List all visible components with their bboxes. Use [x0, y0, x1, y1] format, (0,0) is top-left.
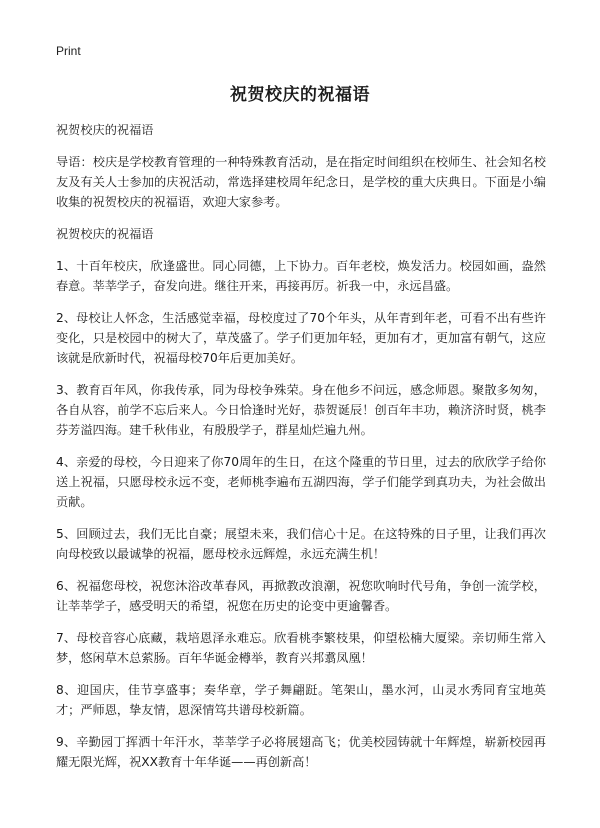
blessing-item-1: 1、十百年校庆，欣逢盛世。同心同德，上下协力。百年老校，焕发活力。校园如画，盎然春意。莘莘学子，奋发向进。继往开来，再接再厉。祈我一中，永远昌盛。 — [56, 259, 546, 293]
blessing-item-8: 8、迎国庆，佳节享盛事；奏华章，学子舞翩跹。笔架山，墨水河，山灵水秀同育宝地英才；严师恩，挚友情，恩深情笃共谱母校新篇。 — [56, 683, 546, 717]
blessing-item-9: 9、辛勤园丁挥洒十年汗水，莘莘学子必将展翅高飞；优美校园铸就十年辉煌，崭新校园再耀无限光辉，祝XX教育十年华诞——再创新高！ — [56, 735, 546, 769]
blessing-item-4: 4、亲爱的母校，今日迎来了你70周年的生日，在这个隆重的节日里，过去的欣欣学子给你送上祝福，只愿母校永远不变，老师桃李遍布五湖四海，学子们能学到真功夫，为社会做出贡献。 — [56, 455, 546, 509]
blessing-item-5: 5、回顾过去，我们无比自豪；展望未来，我们信心十足。在这特殊的日子里，让我们再次向母校致以最诚挚的祝福，愿母校永远辉煌，永远充满生机！ — [56, 527, 546, 561]
blessing-item-2: 2、母校让人怀念，生活感觉幸福，母校度过了70个年头，从年青到年老，可看不出有些许变化，只是校园中的树大了，草茂盛了。学子们更加年轻，更加有才，更加富有朝气，这应该就是欣新时代，祝福母校70年后更加美好。 — [56, 311, 546, 365]
print-link[interactable]: Print — [56, 44, 81, 58]
document-body — [56, 120, 546, 784]
blessing-item-7: 7、母校音容心底藏，栽培恩泽永难忘。欣看桃李繁枝果，仰望松楠大厦梁。亲切师生常入梦，悠闲草木总萦肠。百年华诞金樽举，教育兴邦翥凤凰！ — [56, 631, 546, 665]
blessing-item-3: 3、教育百年风，你我传承，同为母校争殊荣。身在他乡不问远，感念师恩。聚散多匆匆，各自从容，前学不忘后来人。今日恰逢时光好，恭贺诞辰！创百年丰功，赖济济时贤，桃李芬芳溢四海。建千秋伟业，有殷殷学子，群星灿烂遍九州。 — [56, 383, 546, 437]
intro-paragraph: 导语：校庆是学校教育管理的一种特殊教育活动，是在指定时间组织在校师生、社会知名校友及有关人士参加的庆祝活动，常选择建校周年纪念日，是学校的重大庆典日。下面是小编收集的祝贺校庆的祝福语，欢迎大家参考。 — [56, 155, 546, 209]
document-title: 祝贺校庆的祝福语 — [230, 85, 370, 105]
subtitle: 祝贺校庆的祝福语 — [56, 123, 154, 137]
section-heading: 祝贺校庆的祝福语 — [56, 227, 154, 241]
blessing-item-6: 6、祝福您母校，祝您沐浴改革春风，再掀教改浪潮，祝您吹响时代号角，争创一流学校，让莘莘学子，感受明天的希望，祝您在历史的论变中更逾馨香。 — [56, 579, 546, 613]
